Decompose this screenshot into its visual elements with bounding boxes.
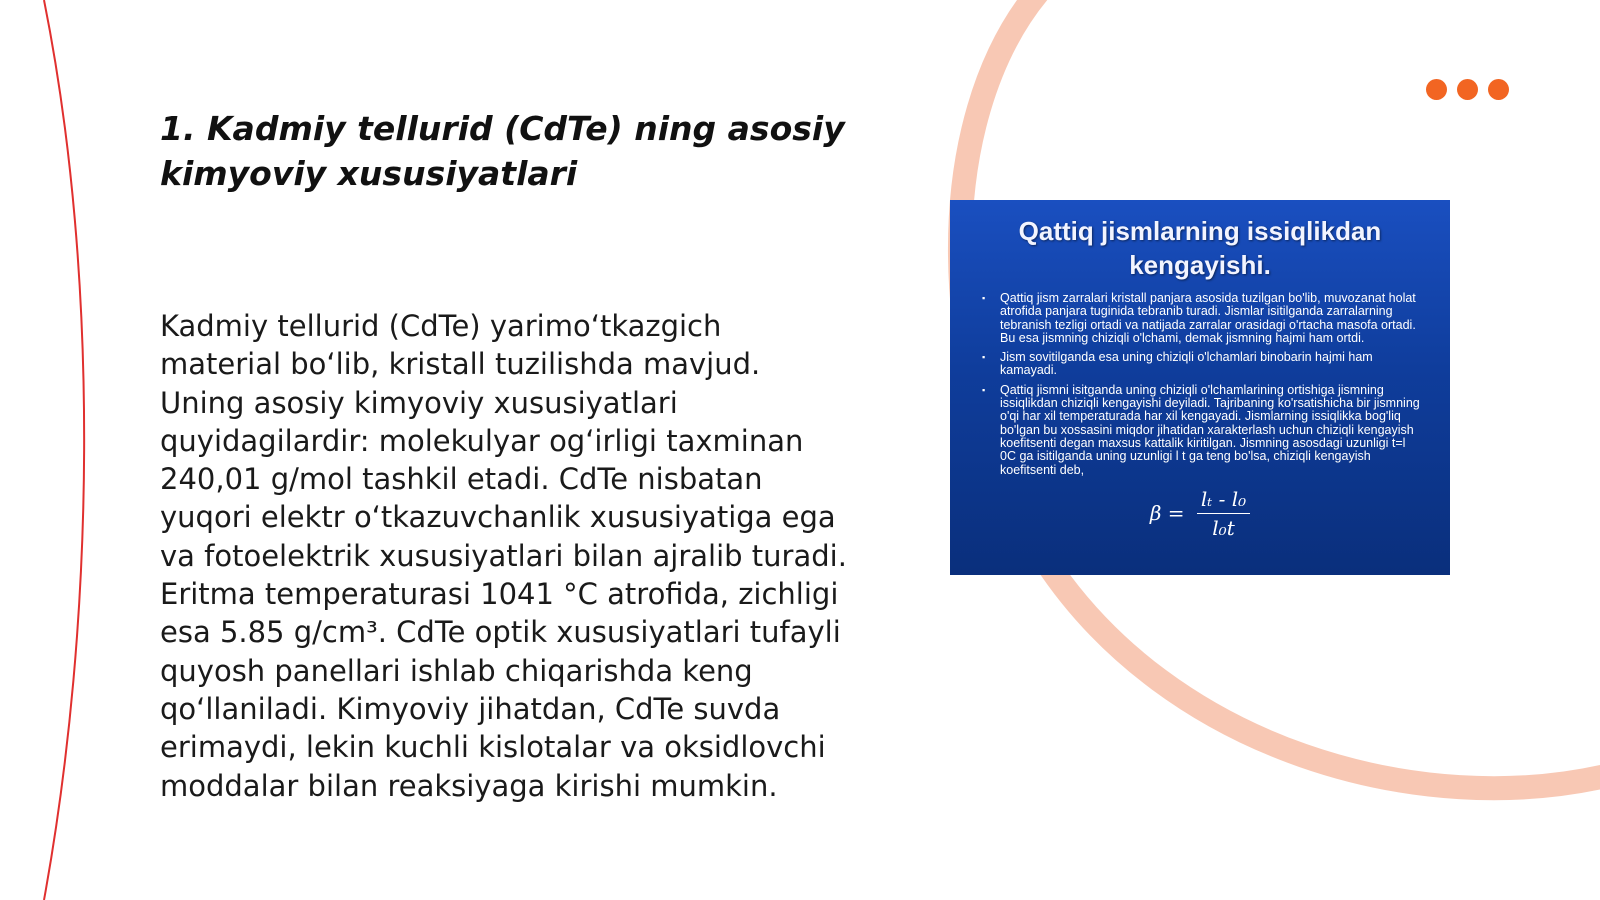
- dot: [1488, 79, 1509, 100]
- formula-numerator: lₜ - l₀: [1197, 487, 1250, 514]
- expansion-formula: [980, 487, 1420, 540]
- dot: [1426, 79, 1447, 100]
- bullet-text: Qattiq jism zarralari kristall panjara asosida tuzilgan bo'lib, muvozanat holat atrofida panjara tuginida tebranib turadi. Jismlar isitilganda zarralarning tebranish tezligi ortadi va natijada zarralar orasidagi o'rtacha masofa ortadi. Bu esa jismning chiziqli o'lchami, demak jismning hajmi ham ortdi.: [1000, 291, 1416, 345]
- bullet-icon: ▪: [982, 293, 986, 303]
- formula-denominator: l₀t: [1212, 515, 1235, 540]
- bullet-text: Qattiq jismni isitganda uning chiziqli o'lchamlarining ortishiga jismning issiqlikdan chiziqli kengayishi deyiladi. Tajribaning ko'rsatishicha bir jismning o'qi har xil temperaturada har xil kengayadi. Jismlarning issiqlikka bog'liq bo'lgan bu xossasini miqdor jihatidan xarakterlash uchun chiziqli kengayish koefitsenti degan maxsus kattalik kiritilgan. Jismning asosdagi uzunligi t=l 0C ga isitilganda uning uzunligi l t ga teng bo'lsa, chiziqli kengayish koefitsenti deb,: [1000, 382, 1420, 477]
- embedded-slide-image: [950, 200, 1450, 575]
- formula-fraction: [1197, 487, 1250, 540]
- embedded-slide-title: Qattiq jismlarning issiqlikdan kengayishi.: [1018, 216, 1382, 280]
- formula-lhs: β =: [1149, 501, 1185, 526]
- left-red-line: [44, 0, 84, 900]
- list-item: [980, 292, 1420, 345]
- embedded-bullet-list: [980, 292, 1420, 477]
- bullet-icon: ▪: [982, 384, 986, 395]
- dot: [1457, 79, 1478, 100]
- slide-title: 1. Kadmiy tellurid (CdTe) ning asosiy kimyoviy xususiyatlari: [160, 109, 845, 193]
- bullet-icon: ▪: [982, 352, 986, 363]
- bullet-text: Jism sovitilganda esa uning chiziqli o'lchamlari binobarin hajmi ham kamayadi.: [1000, 350, 1373, 378]
- decorative-dots: [1426, 79, 1509, 100]
- list-item: [980, 384, 1420, 477]
- list-item: [980, 351, 1420, 378]
- slide-body-text: Kadmiy tellurid (CdTe) yarimo‘tkazgich material bo‘lib, kristall tuzilishda mavjud. Uning asosiy kimyoviy xususiyatlari quyidagilardir: molekulyar og‘irligi taxminan 240,01 g/mol tashkil etadi. CdTe nisbatan yuqori elektr o‘tkazuvchanlik xususiyatiga ega va fotoelektrik xususiyatlari bilan ajralib turadi. Eritma temperaturasi 1041 °C atrofida, zichligi esa 5.85 g/cm³. CdTe optik xususiyatlari tufayli quyosh panellari ishlab chiqarishda keng qo‘llaniladi. Kimyoviy jihatdan, CdTe suvda erimaydi, lekin kuchli kislotalar va oksidlovchi moddalar bilan reaksiyaga kirishi mumkin.: [160, 309, 847, 803]
